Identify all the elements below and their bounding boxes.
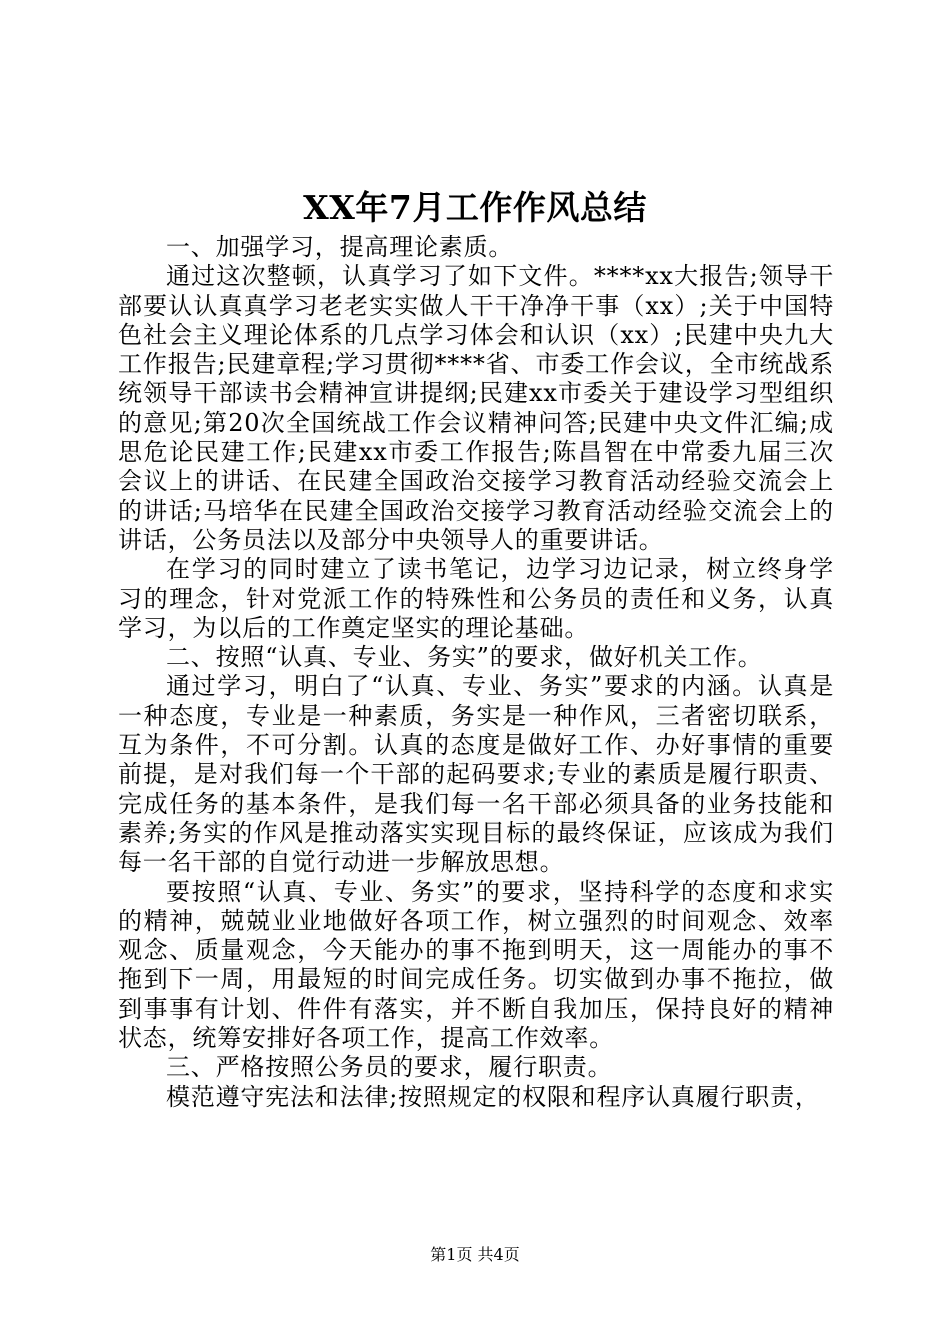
- paragraph-reading-notes: 在学习的同时建立了读书笔记，边学习边记录，树立终身学习的理念，针对党派工作的特殊性和公务员的责任和义务，认真学习，为以后的工作奠定坚实的理论基础。: [118, 555, 834, 642]
- section-heading-1: 一、加强学习，提高理论素质。: [166, 233, 514, 261]
- document-title: XX年7月工作作风总结: [303, 188, 647, 227]
- paragraph-study-documents: 通过这次整顿，认真学习了如下文件。****xx大报告;领导干部要认认真真学习老老实实做人干干净净干事（xx）;关于中国特色社会主义理论体系的几点学习体会和认识（xx）;民建中央九大工作报告;民建章程;学习贯彻****省、市委工作会议，全市统战系统领导干部读书会精神宣讲提纲;民建xx市委关于建设学习型组织的意见;第20次全国统战工作会议精神问答;民建中央文件汇编;成思危论民建工作;民建xx市委工作报告;陈昌智在中常委九届三次会议上的讲话、在民建全国政治交接学习教育活动经验交流会上的讲话;马培华在民建全国政治交接学习教育活动经验交流会上的讲话，公务员法以及部分中央领导人的重要讲话。: [118, 262, 834, 554]
- page-number-footer: 第1页 共4页: [430, 1245, 520, 1264]
- paragraph-requirements: 要按照“认真、专业、务实”的要求，坚持科学的态度和求实的精神，兢兢业业地做好各项工作，树立强烈的时间观念、效率观念、质量观念，今天能办的事不拖到明天，这一周能办的事不拖到下一周，用最短的时间完成任务。切实做到办事不拖拉，做到事事有计划、件件有落实，并不断自我加压，保持良好的精神状态，统筹安排好各项工作，提高工作效率。: [118, 877, 834, 1053]
- document-body: [118, 233, 834, 1112]
- section-heading-2: 二、按照“认真、专业、务实”的要求，做好机关工作。: [166, 643, 763, 672]
- paragraph-duties: 模范遵守宪法和法律;按照规定的权限和程序认真履行职责，: [166, 1082, 820, 1111]
- section-heading-3: 三、严格按照公务员的要求，履行职责。: [166, 1053, 613, 1082]
- paragraph-connotation: 通过学习，明白了“认真、专业、务实”要求的内涵。认真是一种态度，专业是一种素质，务实是一种作风，三者密切联系，互为条件，不可分割。认真的态度是做好工作、办好事情的重要前提，是对我们每一个干部的起码要求;专业的素质是履行职责、完成任务的基本条件，是我们每一名干部必须具备的业务技能和素养;务实的作风是推动落实实现目标的最终保证，应该成为我们每一名干部的自觉行动进一步解放思想。: [118, 672, 834, 877]
